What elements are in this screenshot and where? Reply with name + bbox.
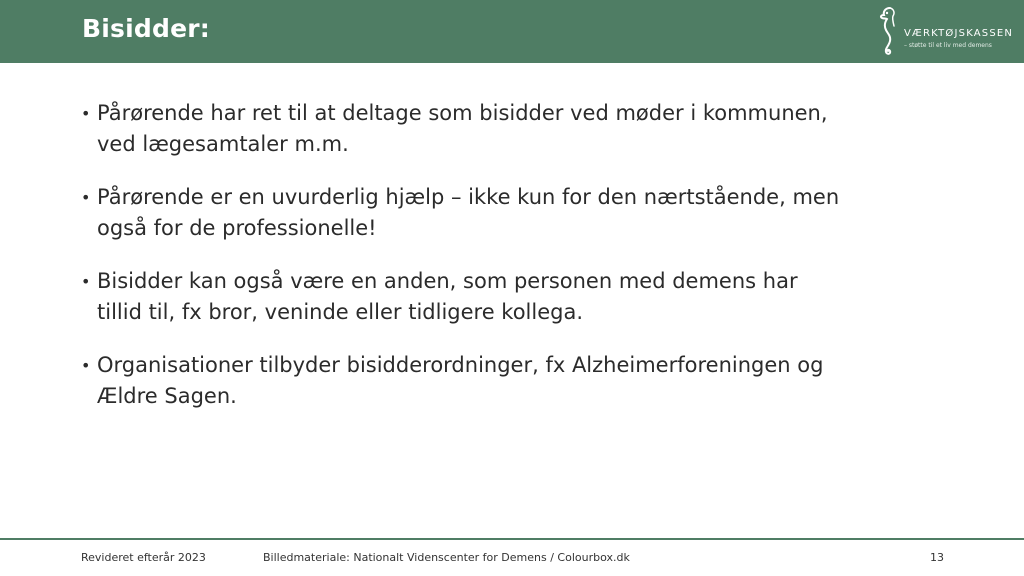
bullet-text: Organisationer tilbyder bisidderordninger, fx Alzheimerforeningen og Ældre Sagen. (97, 353, 824, 408)
bullet-item (80, 266, 840, 328)
bullet-item (80, 98, 840, 160)
bullet-icon: • (81, 104, 91, 123)
header-bar (0, 0, 1024, 63)
bullet-icon: • (81, 188, 91, 207)
logo-tagline: – støtte til et liv med demens (904, 42, 992, 49)
bullet-item (80, 350, 840, 412)
seahorse-icon (878, 6, 900, 56)
slide-title: Bisidder: (82, 14, 210, 43)
bullet-text: Pårørende har ret til at deltage som bisidder ved møder i kommunen, ved lægesamtaler m.m. (97, 101, 828, 156)
bullet-list (80, 98, 840, 434)
footer-credits: Billedmateriale: Nationalt Videnscenter for Demens / Colourbox.dk (263, 551, 630, 564)
logo-name: VÆRKTØJSKASSEN (904, 28, 1014, 39)
bullet-text: Pårørende er en uvurderlig hjælp – ikke kun for den nærtstående, men også for de professionelle! (97, 185, 840, 240)
bullet-item (80, 182, 840, 244)
bullet-text: Bisidder kan også være en anden, som personen med demens har tillid til, fx bror, veninde eller tidligere kollega. (97, 269, 798, 324)
page-number: 13 (930, 551, 944, 564)
logo (878, 6, 1018, 58)
bullet-icon: • (81, 272, 91, 291)
footer-divider (0, 538, 1024, 540)
footer-revised: Revideret efterår 2023 (81, 551, 206, 564)
bullet-icon: • (81, 356, 91, 375)
